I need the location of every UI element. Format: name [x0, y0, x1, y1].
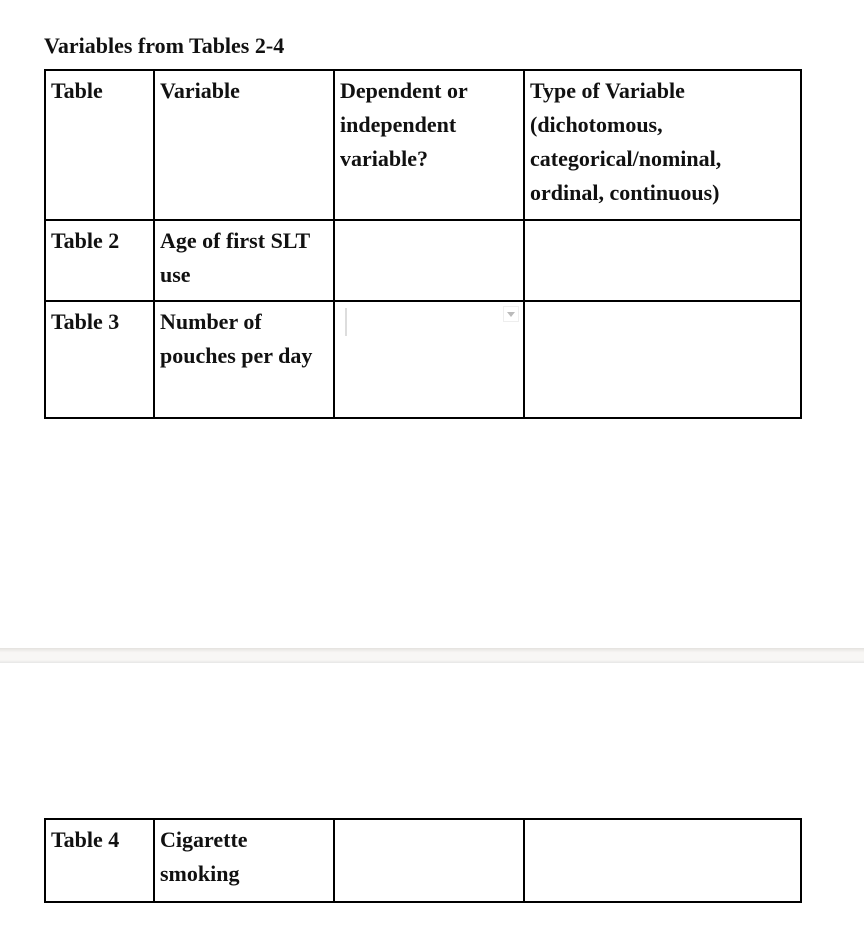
variable-cell: Cigarette smoking	[154, 819, 334, 902]
table-cell: Table 3	[45, 301, 154, 418]
chevron-down-icon[interactable]	[503, 306, 519, 322]
table-row	[45, 819, 801, 902]
dependent-answer-cell[interactable]	[334, 220, 524, 301]
header-variable: Variable	[154, 70, 334, 220]
page-title: Variables from Tables 2-4	[44, 33, 285, 58]
variable-cell: Age of first SLT use	[154, 220, 334, 301]
header-dependent: Dependent or independent variable?	[334, 70, 524, 220]
table-row	[45, 301, 801, 418]
header-type: Type of Variable (dichotomous, categorical/nominal, ordinal, continuous)	[524, 70, 801, 220]
dependent-answer-dropdown[interactable]	[334, 301, 524, 418]
table-cell: Table 4	[45, 819, 154, 902]
page-separator	[0, 648, 864, 663]
type-answer-cell[interactable]	[524, 220, 801, 301]
header-row	[45, 70, 801, 220]
table-row	[45, 220, 801, 301]
variable-cell: Number of pouches per day	[154, 301, 334, 418]
variables-table	[44, 69, 802, 419]
text-cursor	[345, 308, 347, 336]
table-cell: Table 2	[45, 220, 154, 301]
type-answer-cell[interactable]	[524, 819, 801, 902]
dependent-answer-cell[interactable]	[334, 819, 524, 902]
header-table: Table	[45, 70, 154, 220]
type-answer-cell[interactable]	[524, 301, 801, 418]
variables-table-continued	[44, 818, 802, 903]
